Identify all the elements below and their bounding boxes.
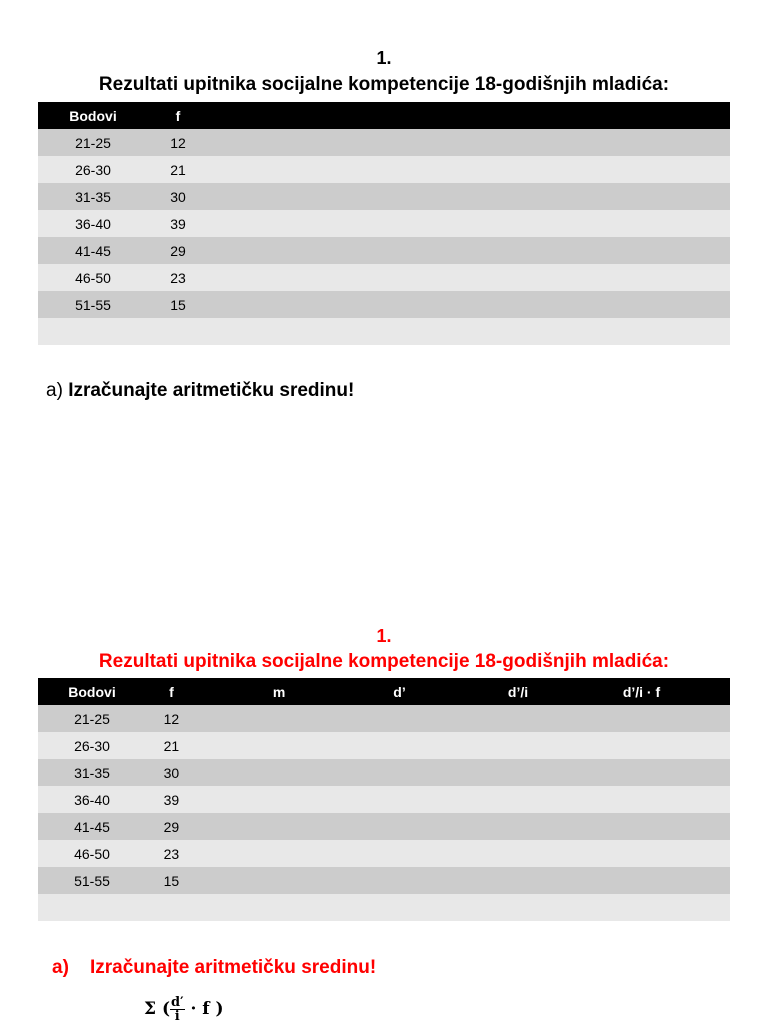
fraction bbox=[170, 996, 185, 1023]
cell-f: 21 bbox=[148, 156, 208, 183]
section1-table bbox=[38, 102, 730, 345]
col-header-m: m bbox=[197, 678, 393, 705]
table-row bbox=[38, 156, 730, 183]
col-header-f: f bbox=[146, 678, 197, 705]
cell-bodovi: 41-45 bbox=[38, 237, 148, 264]
table-row bbox=[38, 129, 730, 156]
cell-f: 29 bbox=[146, 813, 197, 840]
cell-bodovi: 46-50 bbox=[38, 264, 148, 291]
fraction-denominator: i bbox=[174, 1009, 180, 1024]
cell-f: 12 bbox=[146, 705, 197, 732]
col-header-f: f bbox=[148, 102, 208, 129]
table-row bbox=[38, 210, 730, 237]
table-row-empty bbox=[38, 318, 730, 345]
col-header-d-over-i-times-f: d’/i · f bbox=[623, 678, 730, 705]
cell-bodovi: 36-40 bbox=[38, 786, 146, 813]
cell-bodovi: 26-30 bbox=[38, 732, 146, 759]
cell-bodovi: 21-25 bbox=[38, 129, 148, 156]
table-row bbox=[38, 786, 730, 813]
table-row bbox=[38, 705, 730, 732]
cell-f: 23 bbox=[146, 840, 197, 867]
cell-f: 12 bbox=[148, 129, 208, 156]
cell-bodovi: 36-40 bbox=[38, 210, 148, 237]
table-row bbox=[38, 813, 730, 840]
table-row bbox=[38, 291, 730, 318]
cell-bodovi: 21-25 bbox=[38, 705, 146, 732]
formula-tail: · f ) bbox=[190, 999, 224, 1019]
cell-f: 15 bbox=[146, 867, 197, 894]
cell-f: 21 bbox=[146, 732, 197, 759]
table-row bbox=[38, 264, 730, 291]
cell-bodovi: 51-55 bbox=[38, 291, 148, 318]
col-header-d: d’ bbox=[393, 678, 508, 705]
cell-bodovi: 31-35 bbox=[38, 759, 146, 786]
col-header-d-over-i: d’/i bbox=[508, 678, 623, 705]
table-row bbox=[38, 867, 730, 894]
cell-bodovi: 31-35 bbox=[38, 183, 148, 210]
section1-title: Rezultati upitnika socijalne kompetencije 18-godišnjih mladića: bbox=[98, 74, 670, 95]
cell-f: 15 bbox=[148, 291, 208, 318]
cell-f: 29 bbox=[148, 237, 208, 264]
col-header-bodovi: Bodovi bbox=[38, 678, 146, 705]
question-text: Izračunajte aritmetičku sredinu! bbox=[90, 957, 377, 978]
cell-f: 23 bbox=[148, 264, 208, 291]
table-row bbox=[38, 237, 730, 264]
table-row-empty bbox=[38, 894, 730, 921]
section1-question bbox=[46, 380, 354, 402]
mean-formula: Σ ( $\frac{d'}{i}$ · f ) bbox=[144, 995, 224, 1024]
fraction-numerator: d′ bbox=[171, 995, 184, 1010]
section2-title: Rezultati upitnika socijalne kompetencije 18-godišnjih mladića: bbox=[98, 651, 670, 672]
table-row bbox=[38, 732, 730, 759]
cell-bodovi: 41-45 bbox=[38, 813, 146, 840]
cell-f: 39 bbox=[146, 786, 197, 813]
cell-bodovi: 46-50 bbox=[38, 840, 146, 867]
cell-bodovi: 26-30 bbox=[38, 156, 148, 183]
col-header-bodovi: Bodovi bbox=[38, 102, 148, 129]
section2-number: 1. bbox=[376, 626, 392, 646]
cell-bodovi: 51-55 bbox=[38, 867, 146, 894]
table-row bbox=[38, 840, 730, 867]
section2-table bbox=[38, 678, 730, 921]
question-prefix: a) bbox=[52, 957, 69, 978]
cell-f: 30 bbox=[146, 759, 197, 786]
question-text: Izračunajte aritmetičku sredinu! bbox=[68, 380, 355, 401]
question-prefix: a) bbox=[46, 380, 63, 401]
table-row bbox=[38, 759, 730, 786]
section2-question bbox=[52, 957, 376, 979]
cell-f: 39 bbox=[148, 210, 208, 237]
section1-number: 1. bbox=[376, 48, 392, 68]
col-header-empty bbox=[208, 102, 730, 129]
cell-f: 30 bbox=[148, 183, 208, 210]
sigma-symbol: Σ bbox=[144, 999, 157, 1019]
table-row bbox=[38, 183, 730, 210]
